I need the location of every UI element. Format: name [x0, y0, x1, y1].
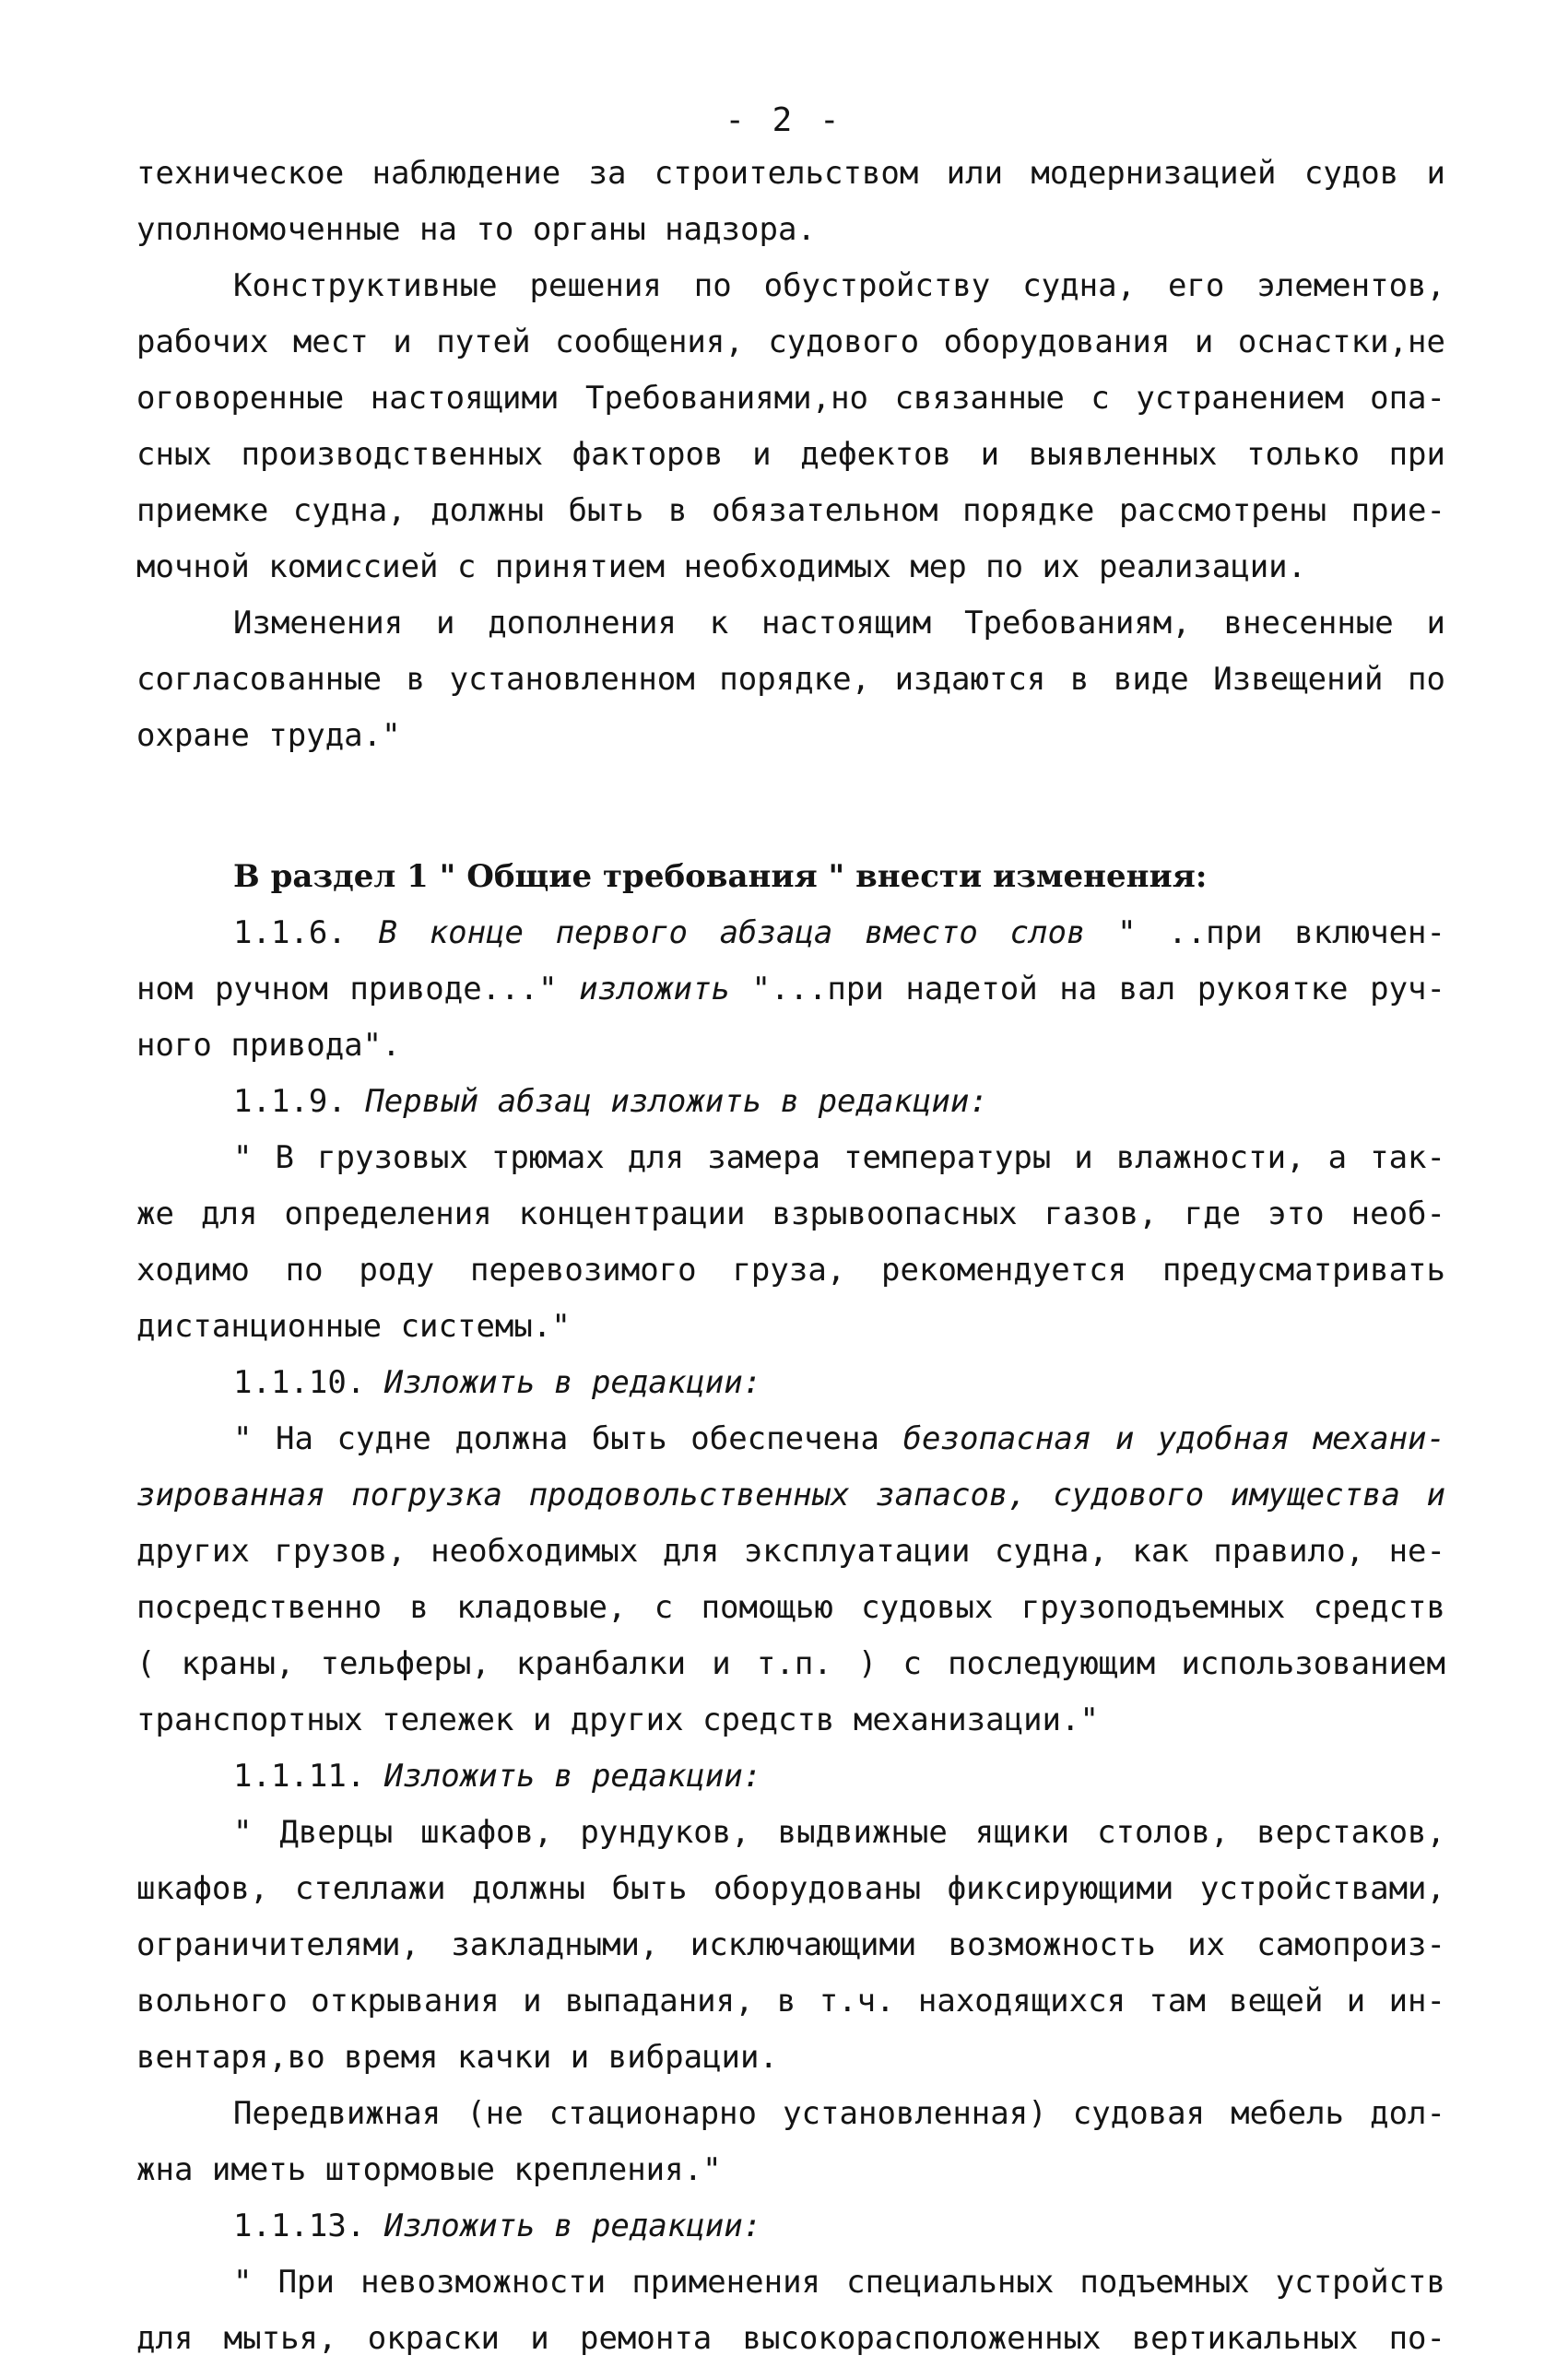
- item-1-1-10-line: [136, 1355, 1445, 1411]
- text-fragment: безопасная и удобная механи-: [902, 1420, 1445, 1457]
- text-line: зированная погрузка продовольственных запасов, судового имущества и: [136, 1477, 1445, 1513]
- text-line: охране труда.": [136, 717, 401, 754]
- text-line: " Дверцы шкафов, рундуков, выдвижные ящики столов, верстаков,: [233, 1814, 1445, 1851]
- text-line: Изменения и дополнения к настоящим Требованиям, внесенные и: [233, 605, 1445, 642]
- item-1-1-13-line: [136, 2198, 1445, 2255]
- text-fragment: "...при надетой на вал рукоятке руч-: [751, 971, 1445, 1007]
- text-line: " В грузовых трюмах для замера температуры и влажности, а так-: [233, 1139, 1445, 1176]
- text-line: рабочих мест и путей сообщения, судового оборудования и оснастки,не: [136, 324, 1445, 360]
- text-line: приемке судна, должны быть в обязательном порядке рассмотрены прие-: [136, 492, 1445, 529]
- item-number: 1.1.13.: [233, 2208, 366, 2244]
- item-number: 1.1.9.: [233, 1083, 347, 1120]
- item-instruction: Первый абзац изложить в редакции:: [365, 1083, 988, 1120]
- text-line: Конструктивные решения по обустройству судна, его элементов,: [233, 267, 1445, 304]
- text-line: Передвижная (не стационарно установленная) судовая мебель дол-: [233, 2095, 1445, 2132]
- text-line: ного привода".: [136, 1027, 401, 1064]
- text-line: ограничителями, закладными, исключающими возможность их самопроиз-: [136, 1926, 1445, 1963]
- text-line: вольного открывания и выпадания, в т.ч. находящихся там вещей и ин-: [136, 1983, 1445, 2020]
- text-line: шкафов, стеллажи должны быть оборудованы фиксирующими устройствами,: [136, 1870, 1445, 1907]
- text-line: ходимо по роду перевозимого груза, рекомендуется предусматривать: [136, 1252, 1445, 1289]
- text-line: [136, 1411, 1445, 1467]
- item-instruction: Изложить в редакции:: [383, 1364, 762, 1401]
- text-fragment: " На судне должна быть обеспечена: [233, 1420, 879, 1457]
- item-1-1-9-line: [136, 1074, 1445, 1130]
- text-line: согласованные в установленном порядке, издаются в виде Извещений по: [136, 661, 1445, 698]
- item-number: 1.1.6.: [233, 914, 347, 951]
- item-instruction: Изложить в редакции:: [383, 2208, 762, 2244]
- text-line: [136, 961, 1445, 1018]
- text-line: сных производственных факторов и дефектов и выявленных только при: [136, 436, 1445, 473]
- item-instruction: изложить: [579, 971, 730, 1007]
- text-line: жна иметь штормовые крепления.": [136, 2151, 722, 2188]
- text-line: для мытья, окраски и ремонта высокорасположенных вертикальных по-: [136, 2320, 1445, 2357]
- item-number: 1.1.10.: [233, 1364, 366, 1401]
- page-number: - 2 -: [725, 101, 843, 139]
- text-line: ( краны, тельферы, кранбалки и т.п. ) с последующим использованием: [136, 1645, 1445, 1682]
- item-instruction: Изложить в редакции:: [383, 1758, 762, 1795]
- item-instruction: В конце первого абзаца вместо слов: [378, 914, 1086, 951]
- text-line: же для определения концентрации взрывоопасных газов, где это необ-: [136, 1195, 1445, 1232]
- text-line: дистанционные системы.": [136, 1308, 571, 1345]
- section-spacer: [136, 764, 1445, 849]
- text-line: " При невозможности применения специальных подъемных устройств: [233, 2264, 1445, 2301]
- text-fragment: ном ручном приводе...": [136, 971, 558, 1007]
- item-1-1-11-line: [136, 1749, 1445, 1805]
- text-line: вентаря,во время качки и вибрации.: [136, 2039, 778, 2076]
- text-line: мочной комиссией с принятием необходимых мер по их реализации.: [136, 548, 1307, 585]
- text-line: других грузов, необходимых для эксплуатации судна, как правило, не-: [136, 1533, 1445, 1570]
- text-line: оговоренные настоящими Требованиями,но связанные с устранением опа-: [136, 380, 1445, 417]
- item-quote: " ..при включен-: [1117, 914, 1445, 951]
- item-number: 1.1.11.: [233, 1758, 366, 1795]
- document-body: [136, 146, 1445, 2367]
- text-line: транспортных тележек и других средств механизации.": [136, 1702, 1099, 1738]
- text-line: техническое наблюдение за строительством или модернизацией судов и: [136, 155, 1445, 192]
- text-line: посредственно в кладовые, с помощью судовых грузоподъемных средств: [136, 1589, 1445, 1626]
- text-line: уполномоченные на то органы надзора.: [136, 211, 816, 248]
- section-heading: В раздел 1 " Общие требования " внести изменения:: [233, 858, 1208, 895]
- item-1-1-6-line: [136, 905, 1445, 961]
